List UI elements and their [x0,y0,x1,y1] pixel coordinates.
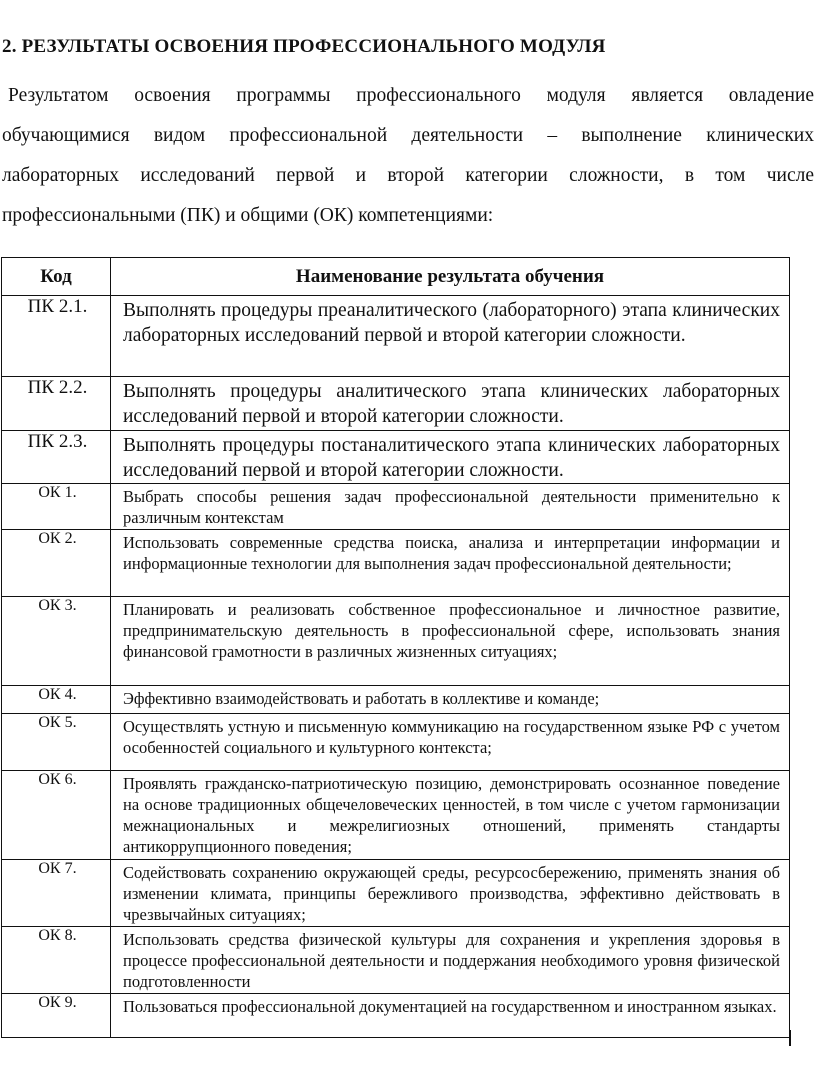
header-code: Код [2,258,111,296]
header-result: Наименование результата обучения [111,258,790,296]
competency-code: ПК 2.3. [2,431,111,484]
table-row [2,714,790,771]
competency-description: Эффективно взаимодействовать и работать в коллективе и команде; [111,686,790,714]
table-row [2,296,790,377]
competency-code: ОК 4. [2,686,111,714]
intro-paragraph: Результатом освоения программы профессионального модуля является овладение обучающимися видом профессиональной деятельности – выполнение клинических лабораторных исследований первой и второй категории сложности, в том числе профессиональными (ПК) и общими (ОК) компетенциями: [2,85,814,226]
table-row [2,530,790,597]
table-row [2,377,790,431]
results-table [1,257,790,1038]
table-header-row [2,258,790,296]
competency-description: Выполнять процедуры аналитического этапа клинических лабораторных исследований первой и второй категории сложности. [111,377,790,431]
competency-code: ОК 9. [2,994,111,1038]
competency-description: Содействовать сохранению окружающей среды, ресурсосбережению, применять знания об изменении климата, принципы бережливого производства, эффективно действовать в чрезвычайных ситуациях; [111,860,790,927]
competency-code: ОК 5. [2,714,111,771]
competency-code: ОК 8. [2,927,111,994]
competency-description: Планировать и реализовать собственное профессиональное и личностное развитие, предпринимательскую деятельность в профессиональной сфере, использовать знания финансовой грамотности в различных жизненных ситуациях; [111,597,790,686]
competency-code: ОК 1. [2,484,111,530]
competency-description: Выполнять процедуры постаналитического этапа клинических лабораторных исследований первой и второй категории сложности. [111,431,790,484]
table-row [2,431,790,484]
competency-description: Использовать средства физической культуры для сохранения и укрепления здоровья в процессе профессиональной деятельности и поддержания необходимого уровня физической подготовленности [111,927,790,994]
table-row [2,771,790,860]
competency-description: Использовать современные средства поиска, анализа и интерпретации информации и информационные технологии для выполнения задач профессиональной деятельности; [111,530,790,597]
table-row [2,927,790,994]
table-row [2,686,790,714]
competency-code: ОК 2. [2,530,111,597]
competency-code: ОК 6. [2,771,111,860]
table-row [2,484,790,530]
competency-code: ОК 7. [2,860,111,927]
table-border-continuation [789,1030,791,1046]
table-row [2,597,790,686]
table-row [2,860,790,927]
competency-description: Проявлять гражданско-патриотическую позицию, демонстрировать осознанное поведение на основе традиционных общечеловеческих ценностей, в том числе с учетом гармонизации межнациональных и межрелигиозных отношений, применять стандарты антикоррупционного поведения; [111,771,790,860]
competency-description: Выбрать способы решения задач профессиональной деятельности применительно к различным контекстам [111,484,790,530]
competency-description: Осуществлять устную и письменную коммуникацию на государственном языке РФ с учетом особенностей социального и культурного контекста; [111,714,790,771]
competency-description: Выполнять процедуры преаналитического (лабораторного) этапа клинических лабораторных исследований первой и второй категории сложности. [111,296,790,377]
table-row [2,994,790,1038]
competency-code: ПК 2.2. [2,377,111,431]
section-heading: 2. РЕЗУЛЬТАТЫ ОСВОЕНИЯ ПРОФЕССИОНАЛЬНОГО МОДУЛЯ [2,36,606,57]
competency-description: Пользоваться профессиональной документацией на государственном и иностранном языках. [111,994,790,1038]
competency-code: ПК 2.1. [2,296,111,377]
competency-code: ОК 3. [2,597,111,686]
